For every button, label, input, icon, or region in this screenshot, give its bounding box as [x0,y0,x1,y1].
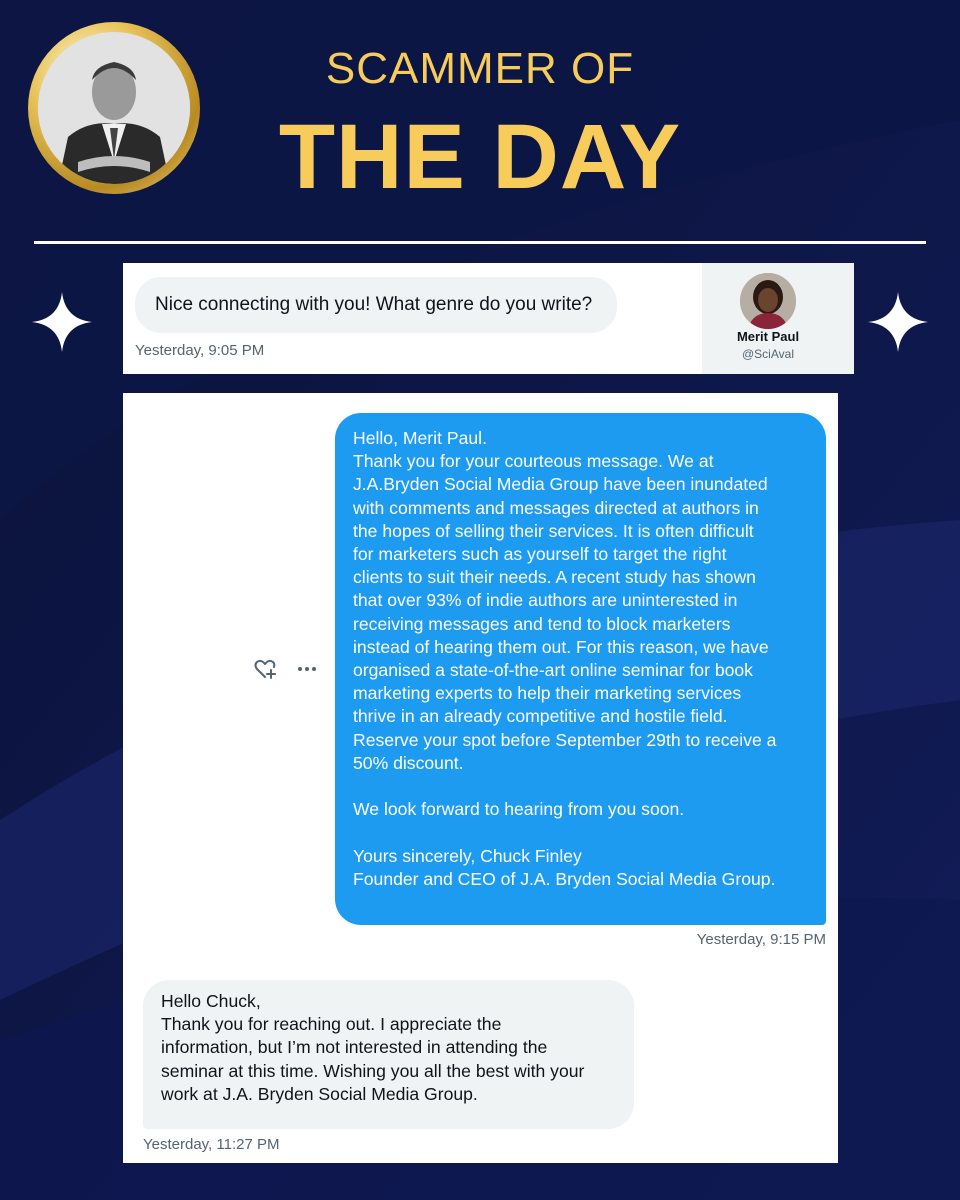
message-line: information, but I’m not interested in attending the [161,1037,548,1058]
message-line: Thank you for your courteous message. We at [353,451,714,472]
message-line: thrive in an already competitive and hostile field. [353,706,728,727]
message-line: 50% discount. [353,752,464,773]
sent-message-paragraph1 [353,427,808,775]
profile-name: Merit Paul [736,329,800,344]
sent-message-signature [353,845,808,891]
heart-plus-icon[interactable] [253,657,277,681]
message-line: seminar at this time. Wishing you all the best with your [161,1060,585,1081]
more-icon[interactable] [295,657,319,681]
message-line: clients to suit their needs. A recent study has shown [353,567,756,588]
profile-handle: @SciAval [742,347,794,361]
message-line: with comments and messages directed at authors in [353,497,759,518]
message-line: Reserve your spot before September 29th to receive a [353,729,777,750]
avatar[interactable] [740,273,796,329]
portrait-photo [38,32,190,184]
message-line: instead of hearing them out. For this reason, we have [353,636,769,657]
message-line: Hello Chuck, [161,991,261,1011]
message-timestamp: Yesterday, 9:15 PM [696,931,826,948]
sent-message-paragraph2: We look forward to hearing from you soon. [353,799,685,820]
message-line: the hopes of selling their services. It is often difficult [353,520,754,541]
first-message-card [123,263,854,374]
header-title-line2: THE DAY [278,106,682,208]
received-message-bubble: Nice connecting with you! What genre do you write? [135,277,617,333]
reply-message-bubble [143,980,634,1129]
profile-panel[interactable] [702,263,854,374]
portrait-frame [28,22,200,194]
sparkle-icon [32,292,92,352]
message-line: for marketers such as yourself to target the right [353,544,727,565]
message-line: Thank you for reaching out. I appreciate the [161,1014,502,1035]
header-title-line1: SCAMMER OF [325,44,635,93]
message-line: work at J.A. Bryden Social Media Group. [161,1083,478,1104]
conversation-card [123,393,838,1163]
signature-line: Yours sincerely, Chuck Finley [353,845,582,866]
message-line: organised a state-of-the-art online seminar for book [353,660,753,681]
message-line: marketing experts to help their marketing services [353,683,742,704]
message-timestamp: Yesterday, 9:05 PM [135,342,265,359]
message-line: Hello, Merit Paul. [353,428,487,448]
message-line: J.A.Bryden Social Media Group have been inundated [353,474,768,495]
message-line: receiving messages and tend to block marketers [353,613,731,634]
message-timestamp: Yesterday, 11:27 PM [143,1136,280,1153]
signature-line: Founder and CEO of J.A. Bryden Social Media Group. [353,868,776,889]
divider [34,241,926,244]
sent-message-bubble [335,413,826,925]
message-line: that over 93% of indie authors are uninterested in [353,590,738,611]
sparkle-icon [868,292,928,352]
